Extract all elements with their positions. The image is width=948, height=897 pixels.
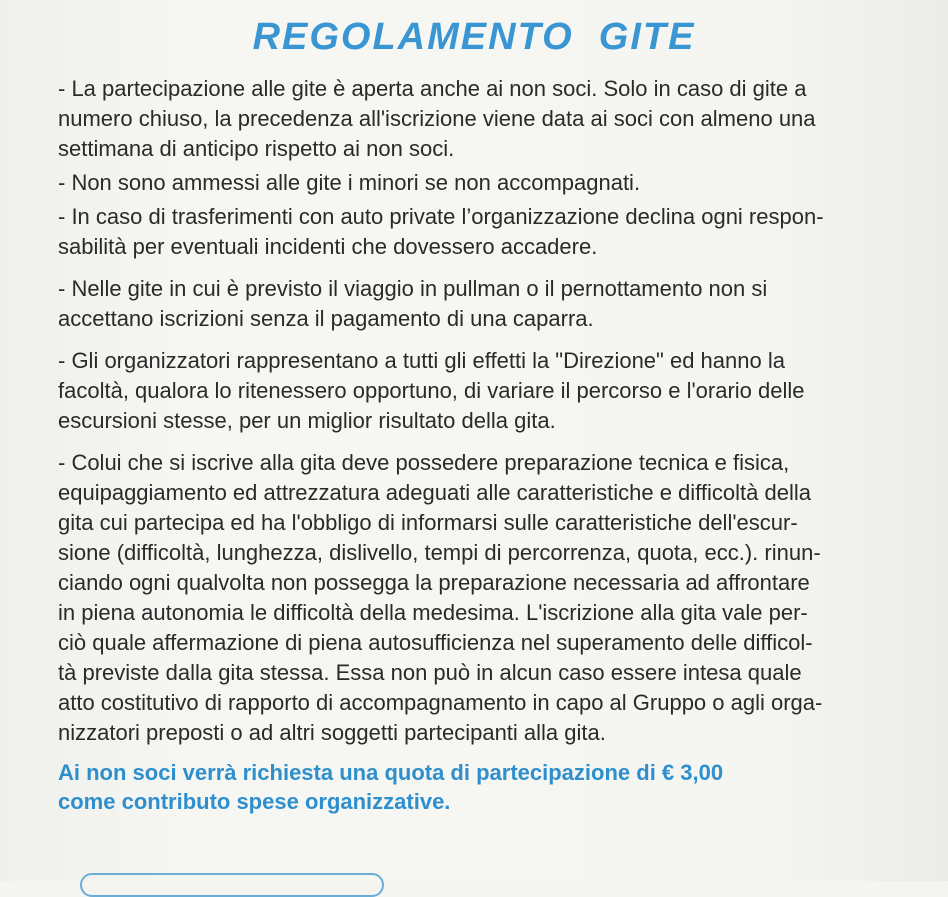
decorative-rounded-box [80,873,384,897]
paragraph-minors [58,168,938,198]
text-line: ciò quale affermazione di piena autosufficienza nel superamento delle difficol- [58,630,813,655]
text-line: - In caso di trasferimenti con auto private l’organizzazione declina ogni respon- [58,204,824,229]
text-line: equipaggiamento ed attrezzatura adeguati alle caratteristiche e difficoltà della [58,480,811,505]
text-line: sabilità per eventuali incidenti che dovessero accadere. [58,234,598,259]
text-line: escursioni stesse, per un miglior risultato della gita. [58,408,556,433]
text-line: in piena autonomia le difficoltà della medesima. L'iscrizione alla gita vale per- [58,600,808,625]
paragraph-bus-deposit [58,274,938,334]
regulation-body [58,74,938,816]
text-line: settimana di anticipo rispetto ai non soci. [58,136,455,161]
text-line: - Non sono ammessi alle gite i minori se non accompagnati. [58,170,641,195]
text-line: accettano iscrizioni senza il pagamento di una caparra. [58,306,594,331]
text-line: numero chiuso, la precedenza all'iscrizione viene data ai soci con almeno una [58,106,816,131]
fee-note-line: Ai non soci verrà richiesta una quota di partecipazione di € 3,00 [58,760,724,785]
page-title: REGOLAMENTO GITE [252,16,696,58]
text-line: sione (difficoltà, lunghezza, dislivello, tempi di percorrenza, quota, ecc.). rinun- [58,540,821,565]
text-line: - Colui che si iscrive alla gita deve possedere preparazione tecnica e fisica, [58,450,790,475]
text-line: - La partecipazione alle gite è aperta anche ai non soci. Solo in caso di gite a [58,76,807,101]
text-line: ciando ogni qualvolta non possegga la preparazione necessaria ad affrontare [58,570,810,595]
paragraph-private-cars [58,202,938,262]
fee-note [58,758,938,816]
paragraph-participation [58,74,938,164]
text-line: gita cui partecipa ed ha l'obbligo di informarsi sulle caratteristiche dell'escur- [58,510,798,535]
text-line: - Gli organizzatori rappresentano a tutti gli effetti la "Direzione" ed hanno la [58,348,785,373]
fee-note-line: come contributo spese organizzative. [58,789,451,814]
paragraph-preparation [58,448,938,748]
text-line: atto costitutivo di rapporto di accompagnamento in capo al Gruppo o agli orga- [58,690,823,715]
text-line: tà previste dalla gita stessa. Essa non può in alcun caso essere intesa quale [58,660,802,685]
paragraph-organizers [58,346,938,436]
text-line: facoltà, qualora lo ritenessero opportuno, di variare il percorso e l'orario delle [58,378,805,403]
text-line: nizzatori preposti o ad altri soggetti partecipanti alla gita. [58,720,606,745]
text-line: - Nelle gite in cui è previsto il viaggio in pullman o il pernottamento non si [58,276,768,301]
